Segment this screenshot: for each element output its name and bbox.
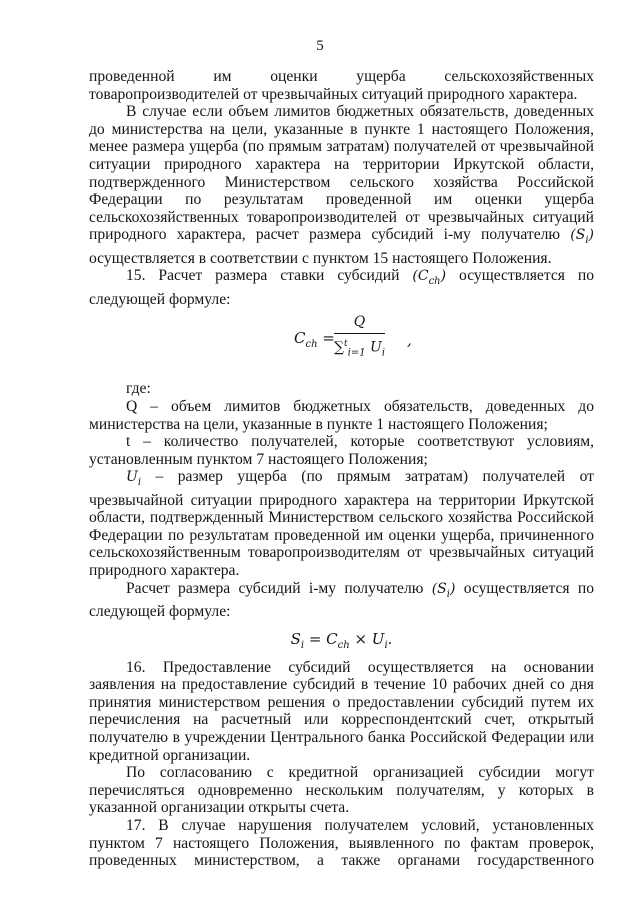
- paragraph-text: 15. Расчет размера ставки субсидий: [126, 267, 413, 285]
- paragraph-text: – размер ущерба (по прямым затратам) получателей от чрезвычайной ситуации природного характера на территории Иркутской области, подтвержденный Министерством сельского хозяйства Российской Федерации по результатам проведенной им оценки ущерба, причиненного сельскохозяйственным товаропроизводителям от чрезвычайных ситуаций природного характера.: [89, 468, 594, 580]
- where-label: где:: [126, 380, 151, 398]
- paragraph-17: 17. В случае нарушения получателем условий, установленных пунктом 7 настоящего Положения, выявленного по фактам проверок, проведенных министерством, а также органами государственного: [89, 816, 594, 870]
- paragraph-text: осуществляется по следующей формуле:: [89, 267, 594, 308]
- page-number: 5: [316, 38, 324, 54]
- symbol-c-ch: $(C_{ch})$: [412, 268, 447, 288]
- paragraph-text: В случае если объем лимитов бюджетных обязательств, доведенных до министерства на цели, указанные в пункте 1 настоящего Положения, менее размера ущерба (по прямым затратам) получателей от чрезвычайной ситуации природного характера на территории Иркутской области, подтвержденного Министерством сельского хозяйства Российской Федерации по результатам проведенной им оценки ущерба сельскохозяйственных товаропроизводителей от чрезвычайных ситуаций природного характера, расчет размера субсидий i-му получателю: [89, 103, 594, 244]
- paragraph-text: Расчет размера субсидий i-му получателю: [126, 579, 432, 597]
- paragraph-continuation: [89, 68, 594, 103]
- paragraph-16-continued: По согласованию с кредитной организацией субсидии могут перечисляться одновременно нескольким получателям, у которых в указанной организации открыты счета.: [89, 764, 594, 817]
- formula-fraction: [334, 314, 385, 362]
- symbol-s-i: $(S_i)$: [431, 580, 456, 600]
- formula-rate: [89, 314, 594, 366]
- symbol-u-i: $U_i$: [126, 469, 142, 489]
- paragraph-text: осуществляется в соответствии с пунктом 15 настоящего Положения.: [89, 249, 552, 267]
- paragraph-text: проведенной им оценки ущерба сельскохозяйственных товаропроизводителей от чрезвычайных ситуаций природного характера.: [89, 68, 594, 103]
- formula-comma: ,: [407, 331, 412, 350]
- formula-subsidy: $S_i = C_{ch} \times U_i$.: [290, 629, 393, 651]
- definition-u: [89, 468, 594, 579]
- formula-lhs: $C_{ch}$ =: [294, 329, 335, 351]
- formula-numerator: Q: [334, 314, 385, 334]
- paragraph-16: 16. Предоставление субсидий осуществляется на основании заявления на предоставление субсидий в течение 10 рабочих дней со дня принятия министерством решения о предоставлении субсидий путем их перечисления на расчетный или корреспондентский счет, открытый получателю в учреждении Центрального банка Российской Федерации или кредитной организации.: [89, 658, 594, 764]
- formula-denominator: ∑$^t_{i=1}$ $U_i$: [334, 338, 386, 359]
- paragraph-text: осуществляется по следующей формуле:: [89, 579, 594, 621]
- symbol-s-i: $(S_i)$: [570, 227, 594, 247]
- paragraph-subsidy-calc: [89, 580, 594, 621]
- paragraph-15: [89, 267, 594, 308]
- definition-q: Q – объем лимитов бюджетных обязательств, доведенных до министерства на цели, указанные в пункте 1 настоящего Положения;: [89, 397, 594, 433]
- definition-t: t – количество получателей, которые соответствуют условиям, установленным пунктом 7 настоящего Положения;: [89, 433, 594, 468]
- document-body: [89, 68, 594, 870]
- paragraph-limits: [89, 103, 594, 267]
